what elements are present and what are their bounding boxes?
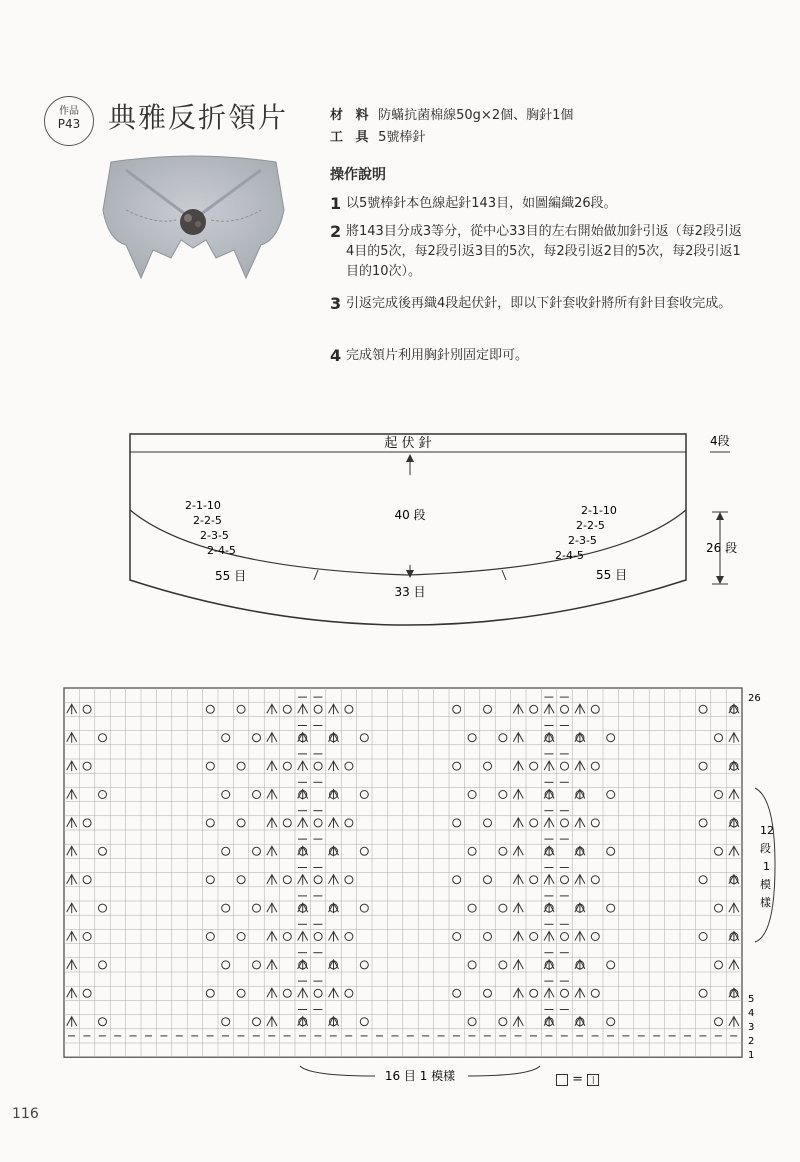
right-dec-1: 2-1-10 xyxy=(581,504,617,517)
spec-key: 工 具 xyxy=(330,130,373,145)
left-dec-1: 2-1-10 xyxy=(185,499,221,512)
repeat-label: 16 目 1 模樣 xyxy=(384,1069,456,1083)
stitch-chart xyxy=(0,680,800,1090)
schematic-right-top: 4段 xyxy=(710,434,730,448)
left-sts: 55 目 xyxy=(215,569,247,583)
instructions-title: 操作說明 xyxy=(330,167,386,183)
collar-schematic xyxy=(0,420,800,650)
page-title: 典雅反折領片 xyxy=(108,101,289,134)
left-dec-3: 2-3-5 xyxy=(200,529,229,542)
work-code: P43 xyxy=(57,117,81,131)
brooch-icon xyxy=(180,209,206,235)
row-label-26: 26 xyxy=(748,693,761,704)
step-1 xyxy=(330,194,750,214)
center-sts: 33 目 xyxy=(394,585,426,599)
spec-value: 5號棒針 xyxy=(378,130,426,145)
row-label-4: 4 xyxy=(748,1008,755,1019)
step-4 xyxy=(330,346,750,366)
row-label-3: 3 xyxy=(748,1022,755,1033)
step-2 xyxy=(330,222,750,282)
page-number: 116 xyxy=(12,1106,39,1122)
work-label: 作品 xyxy=(59,106,79,117)
row-label-2: 2 xyxy=(748,1036,755,1047)
step-text: 以5號棒針本色線起針143目，如圖編織26段。 xyxy=(346,196,617,211)
spec-value: 防蟎抗菌棉線50g×2個、胸針1個 xyxy=(378,108,574,123)
row-label-1: 1 xyxy=(763,860,770,873)
step-3 xyxy=(330,294,750,314)
step-number: 1 xyxy=(330,194,342,213)
legend xyxy=(556,1072,599,1087)
schematic-center-rows: 40 段 xyxy=(394,508,426,522)
spec-tools xyxy=(330,126,425,145)
collar-photo xyxy=(96,150,291,285)
right-dec-2: 2-2-5 xyxy=(576,519,605,532)
step-number: 4 xyxy=(330,346,342,365)
work-badge xyxy=(44,96,94,146)
left-dec-2: 2-2-5 xyxy=(193,514,222,527)
step-number: 3 xyxy=(330,294,342,313)
row-label-duan: 段 xyxy=(760,842,771,855)
schematic-top-label: 起 伏 針 xyxy=(384,436,432,451)
chart-grid xyxy=(64,688,742,1057)
row-label-12: 12 xyxy=(760,824,774,837)
row-label-mo: 模 xyxy=(760,878,771,891)
right-dec-4: 2-4-5 xyxy=(555,549,584,562)
row-label-5: 5 xyxy=(748,994,755,1005)
legend-eq: = xyxy=(572,1072,584,1087)
step-number: 2 xyxy=(330,222,342,241)
right-sts: 55 目 xyxy=(596,568,628,582)
knit-square-icon xyxy=(556,1074,568,1086)
spec-key: 材 料 xyxy=(330,108,373,123)
step-text: 完成領片利用胸針別固定即可。 xyxy=(346,348,529,363)
row-label-1b: 1 xyxy=(748,1050,755,1061)
row-label-yang: 樣 xyxy=(760,896,771,909)
right-dec-3: 2-3-5 xyxy=(568,534,597,547)
schematic-right-rows: 26 段 xyxy=(706,541,738,555)
knit-bar-icon: | xyxy=(587,1074,599,1086)
step-text: 引返完成後再織4段起伏針，即以下針套收針將所有針目套收完成。 xyxy=(346,296,732,311)
step-text: 將143目分成3等分，從中心33目的左右開始做加針引返（每2段引返4目的5次，每2段引返3目的5次，每2段引返2目的5次，每2段引返1目的10次）。 xyxy=(346,224,742,279)
left-dec-4: 2-4-5 xyxy=(207,544,236,557)
spec-materials xyxy=(330,104,573,123)
